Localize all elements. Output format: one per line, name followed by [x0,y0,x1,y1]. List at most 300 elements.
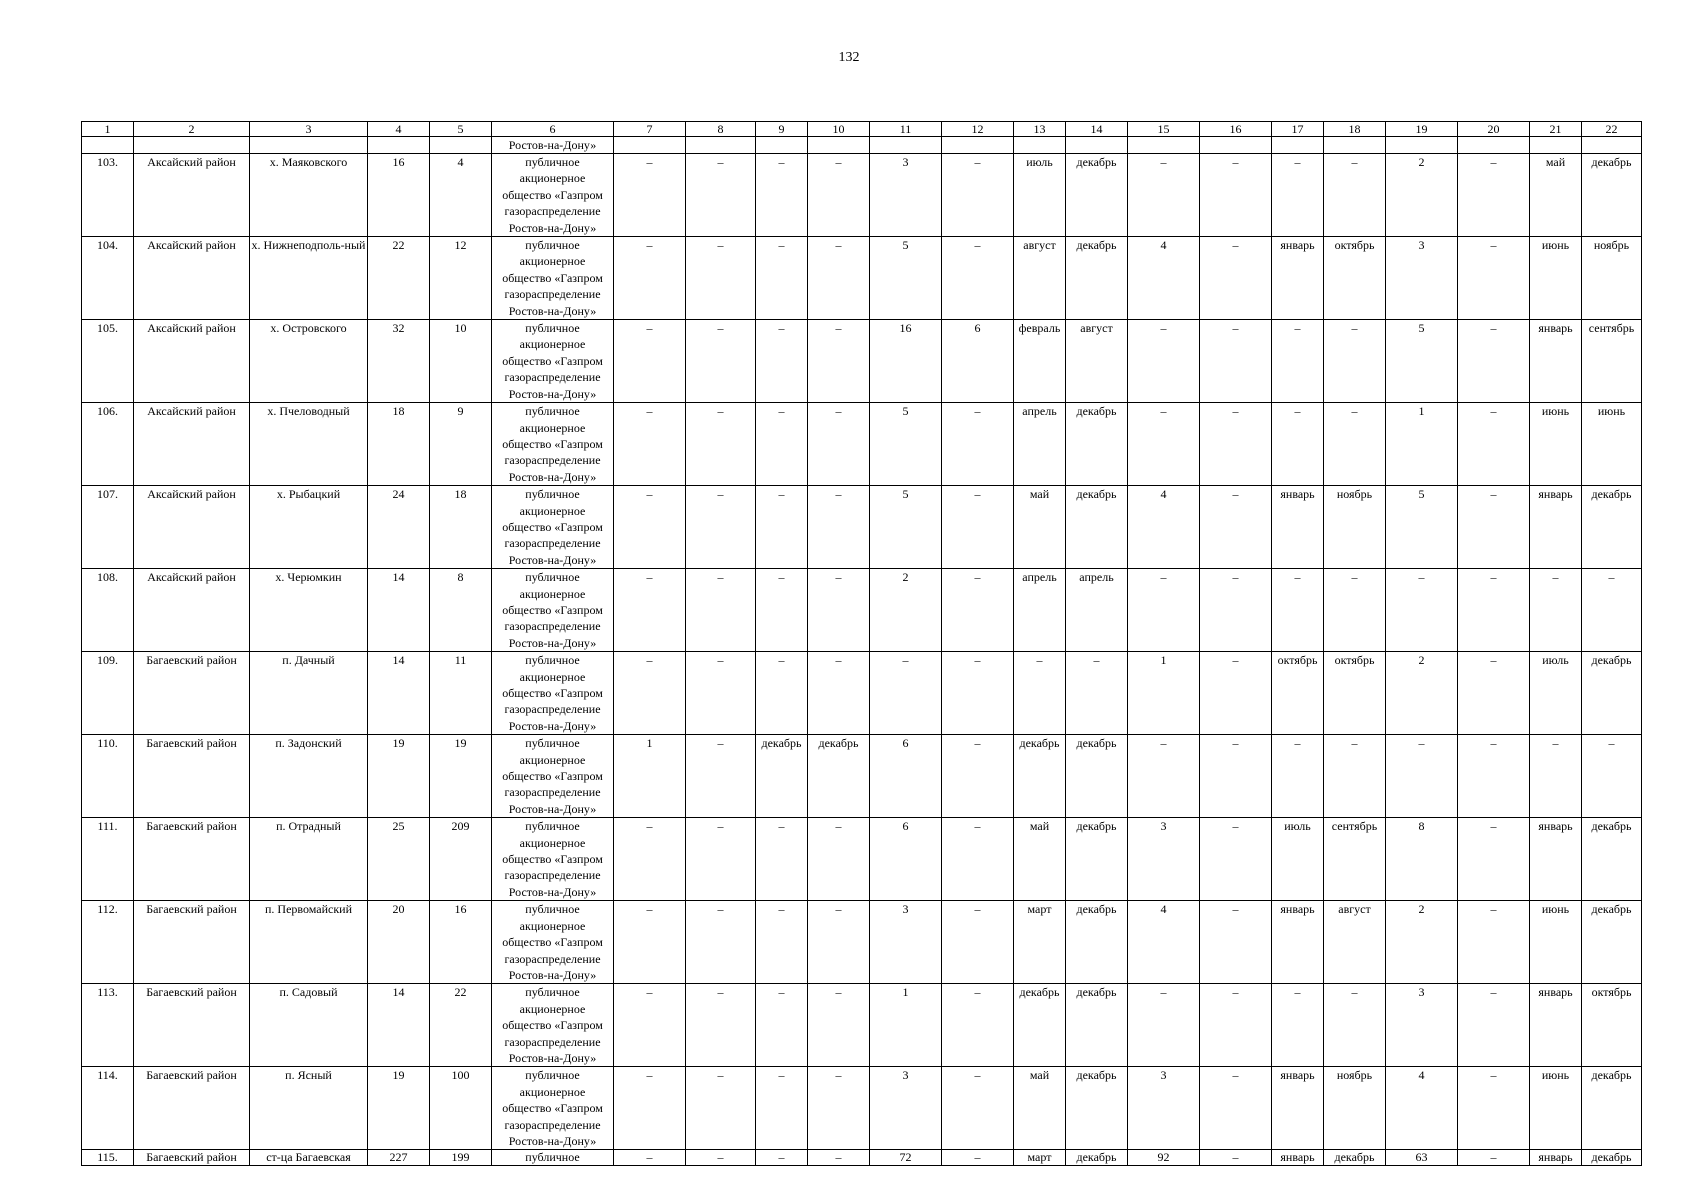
cell-c17: июль [1272,818,1324,901]
column-number-8: 8 [686,122,756,137]
cell-c12: – [942,569,1014,652]
cell-c22: – [1582,569,1642,652]
cell-c11: 3 [870,901,942,984]
cell-c9: – [756,237,808,320]
org-name-line: публичное [525,155,580,169]
cell-c7: – [614,320,686,403]
cell-c9: – [756,1150,808,1166]
cell-c13: июль [1014,154,1066,237]
cell-c22: октябрь [1582,984,1642,1067]
cell-c16: – [1200,818,1272,901]
cell-c8: – [686,1150,756,1166]
cell-c4: 14 [368,652,430,735]
cell-c7: – [614,237,686,320]
org-name-line: акционерное [519,669,586,684]
org-name-line: акционерное [519,171,586,186]
cell-c14: апрель [1066,569,1128,652]
cell-c10: – [808,569,870,652]
cell-c4: 20 [368,901,430,984]
cell-c13: август [1014,237,1066,320]
cell-c13: апрель [1014,403,1066,486]
org-name-line: публичное [525,404,580,419]
cell-c13: март [1014,1150,1066,1166]
cell-c7: – [614,901,686,984]
org-name-line: Ростов-на-Дону» [508,552,597,567]
cell-c10: – [808,901,870,984]
cell-c13: май [1014,1067,1066,1150]
cell-c20: – [1458,486,1530,569]
cell-c18: – [1324,735,1386,818]
cell-c19: 3 [1386,237,1458,320]
continuation-row [82,137,1642,154]
org-name-line: газораспределение [504,1034,601,1049]
cell-c17: октябрь [1272,652,1324,735]
cell-c7: – [614,154,686,237]
cell-c12: – [942,818,1014,901]
table-row [82,735,1642,818]
table-cell [1200,137,1272,154]
cell-c22: декабрь [1582,486,1642,569]
org-name-line: Ростов-на-Дону» [508,967,597,982]
org-name-line: акционерное [519,835,586,850]
cell-c16: – [1200,1150,1272,1166]
cell-c9: – [756,652,808,735]
cell-n: 109. [82,652,134,735]
cell-c18: ноябрь [1324,1067,1386,1150]
cell-settlement: п. Первомайский [250,901,368,984]
org-name-cell [492,735,614,818]
cell-c4: 16 [368,154,430,237]
org-name-cell [492,652,614,735]
org-name-line: акционерное [519,337,586,352]
table-cell [808,137,870,154]
cell-district: Багаевский район [134,901,250,984]
table-row [82,901,1642,984]
cell-c5: 100 [430,1067,492,1150]
cell-settlement: х. Пчеловодный [250,403,368,486]
cell-c5: 16 [430,901,492,984]
cell-c5: 209 [430,818,492,901]
cell-c17: – [1272,984,1324,1067]
org-name-line: общество «Газпром [502,187,603,202]
cell-c22: декабрь [1582,652,1642,735]
cell-c20: – [1458,818,1530,901]
cell-c15: – [1128,403,1200,486]
cell-settlement: х. Нижнеподполь-ный [250,237,368,320]
cell-c16: – [1200,154,1272,237]
table-row [82,569,1642,652]
org-name-cell [492,237,614,320]
org-name-line: акционерное [519,1001,586,1016]
cell-c8: – [686,1067,756,1150]
cell-c12: – [942,735,1014,818]
cell-c9: декабрь [756,735,808,818]
table-row [82,818,1642,901]
cell-n: 104. [82,237,134,320]
cell-c21: май [1530,154,1582,237]
cell-district: Багаевский район [134,818,250,901]
cell-c4: 14 [368,984,430,1067]
cell-c20: – [1458,1067,1530,1150]
cell-c9: – [756,1067,808,1150]
cell-c15: – [1128,154,1200,237]
cell-n: 114. [82,1067,134,1150]
cell-c21: – [1530,735,1582,818]
cell-n: 113. [82,984,134,1067]
org-name-line: публичное [525,238,580,253]
cell-c10: – [808,1067,870,1150]
cell-c14: август [1066,320,1128,403]
org-name-line: газораспределение [504,453,601,468]
cell-c18: август [1324,901,1386,984]
column-number-6: 6 [492,122,614,137]
cell-c11: 72 [870,1150,942,1166]
cell-c13: апрель [1014,569,1066,652]
cell-c15: 4 [1128,237,1200,320]
cell-c12: – [942,486,1014,569]
cell-c16: – [1200,735,1272,818]
cell-c18: сентябрь [1324,818,1386,901]
cell-c10: – [808,486,870,569]
cell-c10: – [808,818,870,901]
org-name-line: общество «Газпром [502,935,603,950]
column-number-11: 11 [870,122,942,137]
cell-c9: – [756,569,808,652]
org-name-line: акционерное [519,1084,586,1099]
org-name-line: публичное [525,570,580,585]
cell-c22: декабрь [1582,1067,1642,1150]
cell-c8: – [686,320,756,403]
cell-c14: – [1066,652,1128,735]
cell-c16: – [1200,486,1272,569]
cell-c11: 3 [870,154,942,237]
cell-c15: – [1128,984,1200,1067]
table-cell [1128,137,1200,154]
cell-c18: октябрь [1324,237,1386,320]
column-number-5: 5 [430,122,492,137]
table-cell [1458,137,1530,154]
table-cell [250,137,368,154]
org-name-cell [492,901,614,984]
cell-n: 107. [82,486,134,569]
cell-c11: 5 [870,237,942,320]
cell-district: Аксайский район [134,486,250,569]
cell-c19: 8 [1386,818,1458,901]
cell-c20: – [1458,735,1530,818]
org-name-line: общество «Газпром [502,1101,603,1116]
cell-c8: – [686,237,756,320]
cell-c5: 12 [430,237,492,320]
cell-c5: 11 [430,652,492,735]
org-name-line: Ростов-на-Дону» [508,718,597,733]
cell-c9: – [756,403,808,486]
table-cell [614,137,686,154]
org-name-line: общество «Газпром [502,602,603,617]
table-cell [942,137,1014,154]
table-cell [1582,137,1642,154]
cell-c11: 2 [870,569,942,652]
cell-c15: – [1128,320,1200,403]
cell-c17: – [1272,569,1324,652]
cell-c18: декабрь [1324,1150,1386,1166]
cell-c7: – [614,1067,686,1150]
cell-c21: июнь [1530,901,1582,984]
cell-c19: 2 [1386,652,1458,735]
org-name-line: газораспределение [504,785,601,800]
cell-c19: 1 [1386,403,1458,486]
org-name-line: публичное [525,985,580,1000]
cell-c12: – [942,901,1014,984]
column-number-7: 7 [614,122,686,137]
table-row [82,320,1642,403]
gasification-table [81,121,1642,1166]
org-name-cell [492,154,614,237]
cell-c12: – [942,237,1014,320]
cell-c21: июнь [1530,1067,1582,1150]
org-name-line: акционерное [519,254,586,269]
column-number-19: 19 [1386,122,1458,137]
cell-c21: январь [1530,1150,1582,1166]
cell-c9: – [756,154,808,237]
cell-district: Аксайский район [134,320,250,403]
cell-c16: – [1200,1067,1272,1150]
cell-c13: май [1014,486,1066,569]
org-name-cell [492,403,614,486]
cell-settlement: х. Островского [250,320,368,403]
cell-n: 106. [82,403,134,486]
org-name-cell [492,818,614,901]
cell-c13: декабрь [1014,735,1066,818]
cell-c11: 5 [870,403,942,486]
cell-c7: – [614,984,686,1067]
cell-c22: – [1582,735,1642,818]
cell-c17: – [1272,320,1324,403]
cell-settlement: п. Ясный [250,1067,368,1150]
cell-c18: – [1324,320,1386,403]
cell-c15: – [1128,735,1200,818]
cell-c12: – [942,154,1014,237]
column-number-2: 2 [134,122,250,137]
column-number-21: 21 [1530,122,1582,137]
table-row [82,154,1642,237]
org-name-line: публичное [525,902,580,917]
cell-c4: 22 [368,237,430,320]
cell-c13: декабрь [1014,984,1066,1067]
cell-c9: – [756,818,808,901]
column-number-20: 20 [1458,122,1530,137]
cell-c16: – [1200,901,1272,984]
cell-c7: – [614,1150,686,1166]
cell-c8: – [686,569,756,652]
cell-c5: 199 [430,1150,492,1166]
column-number-3: 3 [250,122,368,137]
cell-c4: 227 [368,1150,430,1166]
cell-c6: публичное [492,1150,614,1166]
cell-c17: – [1272,735,1324,818]
cell-c10: – [808,320,870,403]
column-number-9: 9 [756,122,808,137]
cell-c11: 6 [870,735,942,818]
org-name-line: газораспределение [504,370,601,385]
cell-c11: 1 [870,984,942,1067]
table-cell [1066,137,1128,154]
cell-c11: 3 [870,1067,942,1150]
org-name-line: Ростов-на-Дону» [508,303,597,318]
cell-c15: 1 [1128,652,1200,735]
org-name-line: газораспределение [504,702,601,717]
cell-n: 112. [82,901,134,984]
table-cell [1014,137,1066,154]
cell-c17: – [1272,154,1324,237]
cell-c11: 6 [870,818,942,901]
cell-c17: январь [1272,1067,1324,1150]
org-name-line: газораспределение [504,619,601,634]
cell-c14: декабрь [1066,403,1128,486]
column-number-12: 12 [942,122,1014,137]
cell-c15: 4 [1128,486,1200,569]
column-number-18: 18 [1324,122,1386,137]
table-row [82,1067,1642,1150]
table-cell [1386,137,1458,154]
table-cell [82,137,134,154]
cell-c18: – [1324,569,1386,652]
cell-c7: – [614,486,686,569]
cell-c16: – [1200,652,1272,735]
cell-c22: декабрь [1582,901,1642,984]
cell-c13: май [1014,818,1066,901]
org-name-line: акционерное [519,586,586,601]
cell-c17: январь [1272,901,1324,984]
cell-c15: – [1128,569,1200,652]
org-name-line: Ростов-на-Дону» [508,220,597,235]
cell-c15: 3 [1128,818,1200,901]
cell-c20: – [1458,652,1530,735]
cell-c18: – [1324,984,1386,1067]
table-cell [430,137,492,154]
org-name-line: Ростов-на-Дону» [508,386,597,401]
org-name-cell [492,569,614,652]
cell-c20: – [1458,320,1530,403]
cell-c18: – [1324,154,1386,237]
cell-c9: – [756,984,808,1067]
cell-c13: февраль [1014,320,1066,403]
cell-c17: – [1272,403,1324,486]
org-name-line: Ростов-на-Дону» [508,884,597,899]
cell-district: Аксайский район [134,569,250,652]
org-name-line: публичное [525,736,580,751]
cell-c10: – [808,652,870,735]
column-number-1: 1 [82,122,134,137]
cell-c8: – [686,403,756,486]
cell-c9: – [756,320,808,403]
org-name-line: публичное [525,321,580,336]
cell-n: 108. [82,569,134,652]
column-number-4: 4 [368,122,430,137]
table-cell [1272,137,1324,154]
table-cell [368,137,430,154]
cell-c17: январь [1272,237,1324,320]
cell-c13: – [1014,652,1066,735]
cell-n: 115. [82,1150,134,1166]
column-number-row [82,122,1642,137]
cell-c18: – [1324,403,1386,486]
table-cell [134,137,250,154]
org-name-line: акционерное [519,752,586,767]
cell-district: Багаевский район [134,652,250,735]
cell-c20: – [1458,569,1530,652]
cell-c20: – [1458,901,1530,984]
cell-c11: – [870,652,942,735]
cell-district: Багаевский район [134,735,250,818]
table-cell [756,137,808,154]
cell-settlement: ст-ца Багаевская [250,1150,368,1166]
cell-district: Аксайский район [134,154,250,237]
cell-c14: декабрь [1066,818,1128,901]
cell-c11: 5 [870,486,942,569]
org-name-cell [492,1067,614,1150]
cell-district: Багаевский район [134,1150,250,1166]
cell-c21: январь [1530,984,1582,1067]
cell-settlement: х. Черюмкин [250,569,368,652]
cell-c20: – [1458,237,1530,320]
org-name-line: общество «Газпром [502,1018,603,1033]
cell-c12: – [942,1150,1014,1166]
org-name-line: общество «Газпром [502,436,603,451]
cell-settlement: х. Рыбацкий [250,486,368,569]
cell-settlement: п. Отрадный [250,818,368,901]
cell-c10: – [808,154,870,237]
cell-c14: декабрь [1066,1067,1128,1150]
org-name-line: публичное [525,819,580,834]
org-name-line: Ростов-на-Дону» [508,469,597,484]
org-name-cell [492,984,614,1067]
cell-c8: – [686,735,756,818]
cell-district: Багаевский район [134,984,250,1067]
org-name-line: газораспределение [504,951,601,966]
org-name-line: газораспределение [504,536,601,551]
cell-n: 105. [82,320,134,403]
cell-c19: 2 [1386,154,1458,237]
cell-c13: март [1014,901,1066,984]
cell-c22: июнь [1582,403,1642,486]
cell-c19: 5 [1386,320,1458,403]
table-cell [1530,137,1582,154]
cell-c16: – [1200,984,1272,1067]
table-cell [1324,137,1386,154]
column-number-15: 15 [1128,122,1200,137]
cell-c5: 9 [430,403,492,486]
cell-c16: – [1200,237,1272,320]
table-row [82,486,1642,569]
cell-c7: – [614,403,686,486]
cell-c4: 25 [368,818,430,901]
cell-settlement: п. Задонский [250,735,368,818]
org-name-line: общество «Газпром [502,769,603,784]
cell-c15: 3 [1128,1067,1200,1150]
cell-c14: декабрь [1066,901,1128,984]
org-name-line: публичное [525,1068,580,1083]
cell-c10: – [808,403,870,486]
cell-c22: сентябрь [1582,320,1642,403]
cell-c5: 22 [430,984,492,1067]
org-name-line: акционерное [519,503,586,518]
cell-c7: – [614,569,686,652]
cell-c12: – [942,403,1014,486]
column-number-17: 17 [1272,122,1324,137]
cell-c19: 4 [1386,1067,1458,1150]
cell-c22: декабрь [1582,818,1642,901]
cell-c18: октябрь [1324,652,1386,735]
